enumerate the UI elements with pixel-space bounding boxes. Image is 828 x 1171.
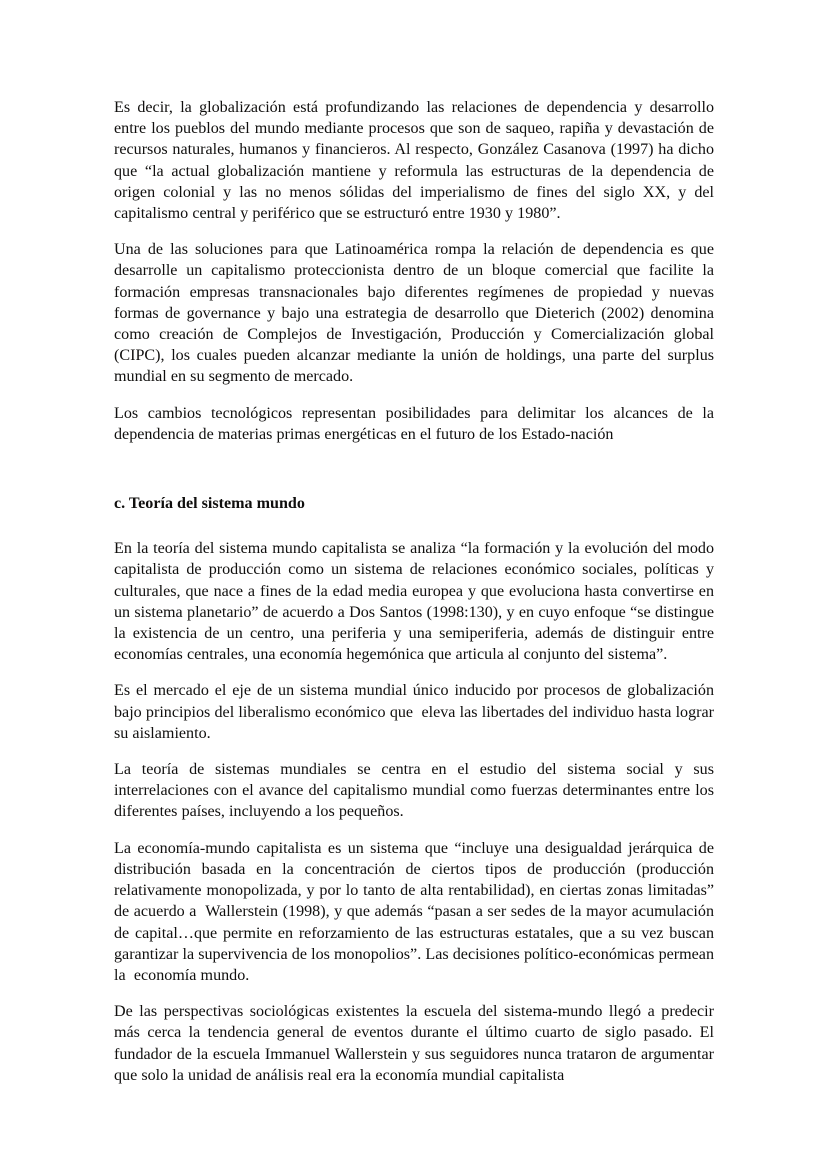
paragraph-economia-mundo-capitalista: La economía-mundo capitalista es un sistema que “incluye una desigualdad jerárquica de distribución basada en la concentración de ciertos tipos de producción (producción relativamente monopolizada, y por lo tanto de alta rentabilidad), en ciertas zonas limitadas” de acuerdo a Wallerstein (1998), y que además “pasan a ser sedes de la mayor acumulación de capital…que permite en reforzamiento de las estructuras estatales, que a su vez buscan garantizar la supervivencia de los monopolios”. Las decisiones político-económicas permean la economía mundo. — [114, 839, 719, 984]
paragraph-soluciones-latinoamerica: Una de las soluciones para que Latinoamérica rompa la relación de dependencia es que desarrolle un capitalismo proteccionista dentro de un bloque comercial que facilite la formación empresas transnacionales bajo diferentes regímenes de propiedad y nuevas formas de governance y bajo una estrategia de desarrollo que Dieterich (2002) denomina como creación de Complejos de Investigación, Producción y Comercialización global (CIPC), los cuales pueden alcanzar mediante la unión de holdings, una parte del surplus mundial en su segmento de mercado. — [114, 241, 719, 386]
section-heading-teoria-sistema-mundo: c. Teoría del sistema mundo — [114, 495, 305, 513]
paragraph-teoria-sistema-mundo-capitalista: En la teoría del sistema mundo capitalista se analiza “la formación y la evolución del modo capitalista de producción como un sistema de relaciones económico sociales, políticas y culturales, que nace a fines de la edad media europea y que evoluciona hasta convertirse en un sistema planetario” de acuerdo a Dos Santos (1998:130), y en cuyo enfoque “se distingue la existencia de un centro, una periferia y una semiperiferia, además de distinguir entre economías centrales, una economía hegemónica que articula al conjunto del sistema”. — [114, 540, 719, 664]
paragraph-mercado-eje: Es el mercado el eje de un sistema mundial único inducido por procesos de globalización bajo principios del liberalismo económico que eleva las libertades del individuo hasta lograr su aislamiento. — [114, 682, 719, 742]
paragraph-sistemas-mundiales: La teoría de sistemas mundiales se centra en el estudio del sistema social y sus interrelaciones con el avance del capitalismo mundial como fuerzas determinantes entre los diferentes países, incluyendo a los pequeños. — [114, 761, 719, 821]
paragraph-globalizacion-dependencia: Es decir, la globalización está profundizando las relaciones de dependencia y desarrollo entre los pueblos del mundo mediante procesos que son de saqueo, rapiña y devastación de recursos naturales, humanos y financieros. Al respecto, González Casanova (1997) ha dicho que “la actual globalización mantiene y reformula las estructuras de la dependencia de origen colonial y las no menos sólidas del imperialismo de fines del siglo XX, y del capitalismo central y periférico que se estructuró entre 1930 y 1980”. — [114, 99, 719, 223]
heading-top-spacer — [114, 445, 714, 493]
document-text-column — [114, 97, 719, 1086]
paragraph-cambios-tecnologicos: Los cambios tecnológicos representan posibilidades para delimitar los alcances de la dependencia de materias primas energéticas en el futuro de los Estado-nación — [114, 404, 719, 443]
paragraph-perspectivas-sociologicas: De las perspectivas sociológicas existentes la escuela del sistema-mundo llegó a predecir más cerca la tendencia general de eventos durante el último cuarto de siglo pasado. El fundador de la escuela Immanuel Wallerstein y sus seguidores nunca trataron de argumentar que solo la unidad de análisis real era la economía mundial capitalista — [114, 1003, 719, 1084]
heading-bottom-spacer — [114, 514, 714, 538]
